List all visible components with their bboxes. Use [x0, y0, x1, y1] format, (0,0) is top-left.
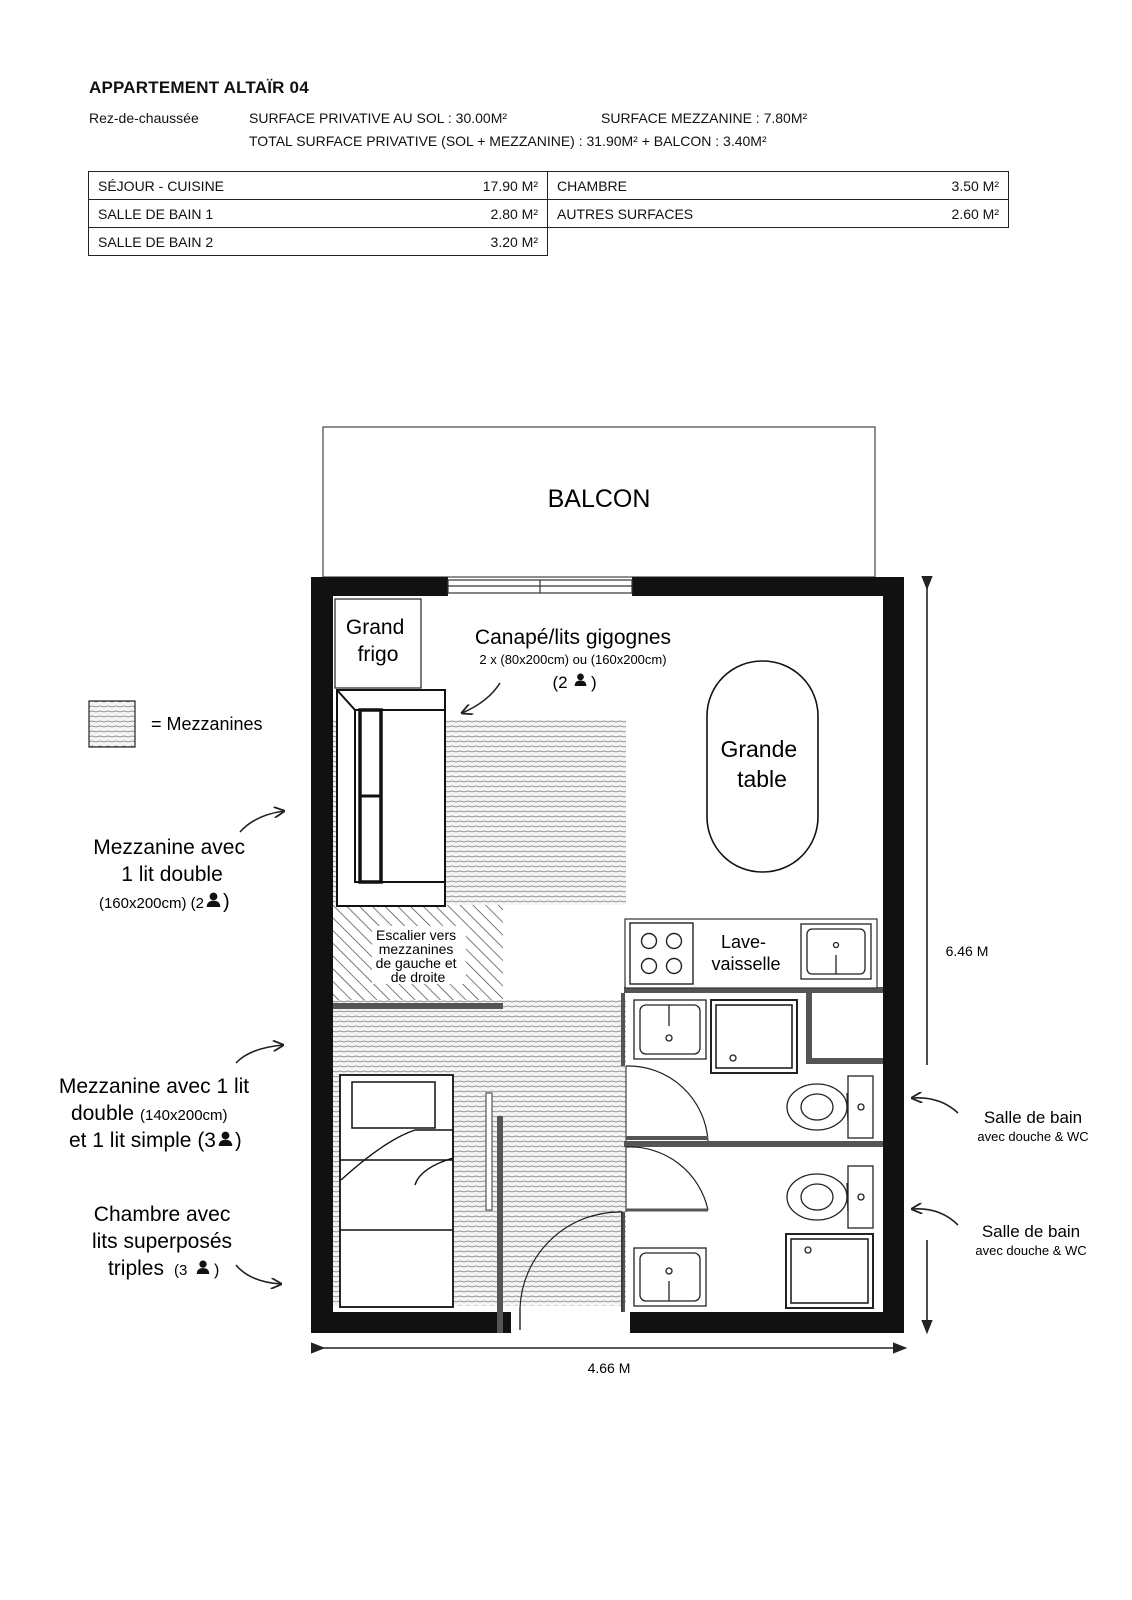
area-label: SÉJOUR - CUISINE: [89, 172, 393, 200]
annotation-mezzanine-2: [59, 1045, 283, 1152]
svg-text:Salle de bain: Salle de bain: [981, 1222, 1081, 1241]
cooktop: [630, 923, 693, 984]
kitchen-sink: [801, 924, 871, 979]
bathroom-1-fixtures: [634, 1000, 873, 1138]
window: [448, 580, 632, 593]
area-label: CHAMBRE: [548, 172, 871, 200]
svg-text:(160x200cm) (2: (160x200cm) (2: [98, 895, 204, 912]
area-value: 17.90 M²: [392, 172, 547, 200]
sofa-dims: 2 x (80x200cm) ou (160x200cm): [479, 652, 667, 667]
page-title: APPARTEMENT ALTAÏR 04: [89, 78, 309, 97]
level-label: Rez-de-chaussée: [89, 110, 199, 126]
surface-total: TOTAL SURFACE PRIVATIVE (SOL + MEZZANINE) : 31.90M² + BALCON : 3.40M²: [249, 133, 767, 149]
person-icon: [207, 893, 221, 907]
svg-text:Salle de bain: Salle de bain: [983, 1108, 1083, 1127]
stairs-label: Escalier vers mezzanines de gauche et de droite: [375, 927, 457, 985]
dishwasher-label: Lave- vaisselle: [711, 932, 781, 974]
door-bathroom-2: [626, 1147, 708, 1210]
svg-text:Mezzanine avec 1 lit dou: Mezzanine avec 1 lit double: [93, 836, 245, 886]
person-icon: [197, 1261, 210, 1274]
sofa-capacity: (2: [552, 673, 568, 692]
height-label: 6.46 M: [945, 943, 989, 959]
bathroom-2-fixtures: [634, 1166, 873, 1308]
svg-text:double: double: [70, 1102, 134, 1125]
width-label: 4.66 M: [587, 1360, 631, 1376]
area-label: SALLE DE BAIN 1: [89, 200, 393, 228]
svg-text:avec douche & WC: avec douche & WC: [975, 1243, 1087, 1258]
svg-text:): ): [591, 673, 597, 692]
table-label: Grande table: [720, 736, 798, 792]
annotation-bathroom-1: [912, 1098, 1089, 1144]
svg-text:): ): [235, 1130, 242, 1152]
surface-mezzanine: SURFACE MEZZANINE : 7.80M²: [601, 110, 808, 126]
annotation-bathroom-2: [912, 1209, 1087, 1258]
svg-text:(140x200cm): (140x200cm): [140, 1107, 228, 1124]
surface-sol: SURFACE PRIVATIVE AU SOL : 30.00M²: [249, 110, 508, 126]
fridge-label: Grand frigo: [345, 616, 405, 666]
area-value: 3.20 M²: [392, 228, 547, 256]
area-value: 3.50 M²: [871, 172, 1009, 200]
svg-text:et 1 lit simple (3: et 1 lit simple (3: [68, 1129, 216, 1152]
legend-swatch: [89, 701, 135, 747]
svg-text:(3: (3: [174, 1262, 188, 1279]
svg-text:): ): [214, 1262, 220, 1279]
legend-text: = Mezzanines: [151, 714, 263, 734]
balcony-label: BALCON: [547, 485, 651, 513]
svg-text:Chambre avec lits superp: Chambre avec lits superposés: [91, 1203, 233, 1253]
door-bathroom-1: [626, 1066, 708, 1141]
person-icon: [575, 674, 587, 686]
area-label: AUTRES SURFACES: [548, 200, 871, 228]
annotation-mezzanine-1: [93, 811, 284, 913]
bunk-bed: [340, 1075, 453, 1307]
sofa-title: Canapé/lits gigognes: [474, 626, 672, 649]
person-icon: [219, 1132, 233, 1146]
svg-text:Mezzanine avec 1 lit: Mezzanine avec 1 lit: [58, 1075, 250, 1098]
area-value: 2.80 M²: [392, 200, 547, 228]
sofa: [337, 690, 445, 906]
area-label: SALLE DE BAIN 2: [89, 228, 393, 256]
svg-text:): ): [223, 891, 230, 913]
annotation-bedroom: [92, 1203, 281, 1284]
area-value: 2.60 M²: [871, 200, 1009, 228]
svg-text:avec douche & WC: avec douche & WC: [977, 1129, 1089, 1144]
svg-text:triples: triples: [107, 1257, 164, 1280]
